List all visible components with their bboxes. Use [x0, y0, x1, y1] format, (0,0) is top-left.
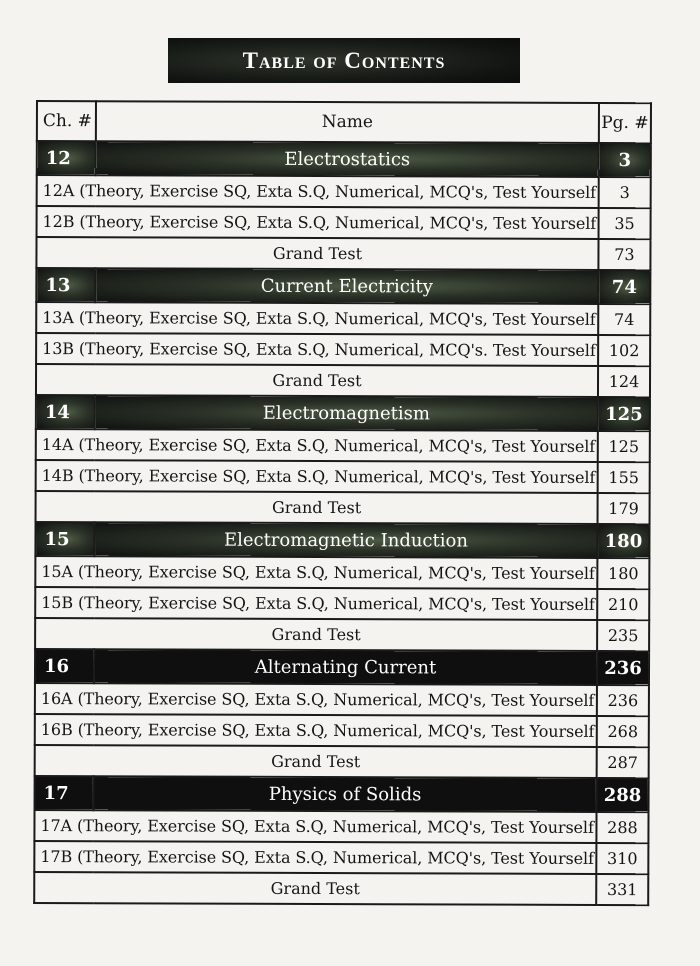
grand-test-row — [36, 237, 650, 270]
chapter-name: Electromagnetic Induction — [94, 522, 597, 558]
grand-test-label: Grand Test — [36, 364, 598, 397]
chapter-row — [36, 395, 650, 431]
grand-test-label: Grand Test — [35, 618, 597, 651]
grand-test-label: Grand Test — [34, 872, 596, 905]
grand-test-page: 124 — [598, 366, 650, 397]
subsection-label: 12B (Theory, Exercise SQ, Exta S.Q, Numerical, MCQ's, Test Yourself — [37, 206, 599, 239]
chapter-page: 288 — [597, 778, 649, 812]
chapter-row — [37, 141, 651, 177]
chapter-name: Alternating Current — [94, 649, 597, 685]
grand-test-row — [35, 745, 649, 778]
header-name: Name — [96, 101, 599, 143]
grand-test-label: Grand Test — [36, 237, 598, 270]
subsection-row — [34, 841, 648, 874]
chapter-row — [35, 522, 649, 558]
subsection-label: 17B (Theory, Exercise SQ, Exta S.Q, Numerical, MCQ's, Test Yourself — [34, 841, 596, 874]
subsection-page: 3 — [599, 177, 651, 208]
subsection-label: 16A (Theory, Exercise SQ, Exta S.Q, Numerical, MCQ's, Test Yourself — [35, 683, 597, 716]
chapter-name: Physics of Solids — [94, 776, 597, 812]
chapter-page: 74 — [598, 270, 650, 304]
chapter-row — [35, 649, 649, 685]
grand-test-page: 235 — [597, 620, 649, 651]
subsection-label: 16B (Theory, Exercise SQ, Exta S.Q, Numerical, MCQ's, Test Yourself — [35, 714, 597, 747]
subsection-page: 236 — [597, 685, 649, 716]
grand-test-row — [36, 491, 650, 524]
subsection-row — [36, 429, 650, 462]
subsection-page: 288 — [596, 812, 648, 843]
chapter-name: Current Electricity — [95, 268, 598, 304]
grand-test-page: 287 — [597, 747, 649, 778]
contents-table — [33, 100, 652, 906]
contents-body — [34, 141, 651, 905]
subsection-page: 180 — [597, 558, 649, 589]
subsection-row — [34, 810, 648, 843]
subsection-page: 102 — [598, 335, 650, 366]
subsection-label: 15A (Theory, Exercise SQ, Exta S.Q, Numerical, MCQ's, Test Yourself — [35, 556, 597, 589]
chapter-page: 125 — [598, 397, 650, 431]
chapter-row — [35, 776, 649, 812]
subsection-page: 74 — [598, 304, 650, 335]
subsection-page: 268 — [597, 716, 649, 747]
header-chapter: Ch. # — [37, 101, 96, 141]
chapter-number: 13 — [36, 268, 95, 302]
subsection-label: 14A (Theory, Exercise SQ, Exta S.Q, Numerical, MCQ's, Test Yourself — [36, 429, 598, 462]
chapter-number: 16 — [35, 649, 94, 683]
subsection-page: 125 — [598, 431, 650, 462]
subsection-row — [36, 302, 650, 335]
subsection-page: 155 — [598, 462, 650, 493]
header-row — [37, 101, 651, 143]
subsection-label: 17A (Theory, Exercise SQ, Exta S.Q, Numerical, MCQ's, Test Yourself — [34, 810, 596, 843]
subsection-row — [35, 556, 649, 589]
chapter-row — [36, 268, 650, 304]
subsection-row — [36, 460, 650, 493]
subsection-row — [37, 175, 651, 208]
subsection-label: 15B (Theory, Exercise SQ, Exta S.Q, Numerical, MCQ's, Test Yourself — [35, 587, 597, 620]
subsection-row — [36, 333, 650, 366]
grand-test-label: Grand Test — [35, 745, 597, 778]
subsection-page: 310 — [596, 843, 648, 874]
subsection-page: 210 — [597, 589, 649, 620]
chapter-number: 15 — [35, 522, 94, 556]
header-page: Pg. # — [599, 103, 651, 143]
subsection-row — [35, 683, 649, 716]
chapter-name: Electromagnetism — [95, 395, 598, 431]
subsection-label: 12A (Theory, Exercise SQ, Exta S.Q, Numerical, MCQ's, Test Yourself — [37, 175, 599, 208]
subsection-row — [35, 587, 649, 620]
chapter-page: 180 — [597, 524, 649, 558]
chapter-name: Electrostatics — [96, 141, 599, 177]
chapter-number: 17 — [35, 776, 94, 810]
chapter-page: 3 — [599, 143, 651, 177]
page-title: Table of Contents — [168, 38, 520, 83]
grand-test-label: Grand Test — [36, 491, 598, 524]
subsection-label: 13B (Theory, Exercise SQ, Exta S.Q, Numerical, MCQ's. Test Yourself — [36, 333, 598, 366]
subsection-page: 35 — [599, 208, 651, 239]
grand-test-page: 179 — [598, 493, 650, 524]
chapter-number: 14 — [36, 395, 95, 429]
subsection-label: 13A (Theory, Exercise SQ, Exta S.Q, Numerical, MCQ's, Test Yourself — [36, 302, 598, 335]
subsection-row — [37, 206, 651, 239]
subsection-label: 14B (Theory, Exercise SQ, Exta S.Q, Numerical, MCQ's, Test Yourself — [36, 460, 598, 493]
grand-test-page: 331 — [596, 874, 648, 905]
grand-test-row — [36, 364, 650, 397]
grand-test-row — [35, 618, 649, 651]
subsection-row — [35, 714, 649, 747]
grand-test-row — [34, 872, 648, 905]
chapter-number: 12 — [37, 141, 96, 175]
chapter-page: 236 — [597, 651, 649, 685]
grand-test-page: 73 — [598, 239, 650, 270]
